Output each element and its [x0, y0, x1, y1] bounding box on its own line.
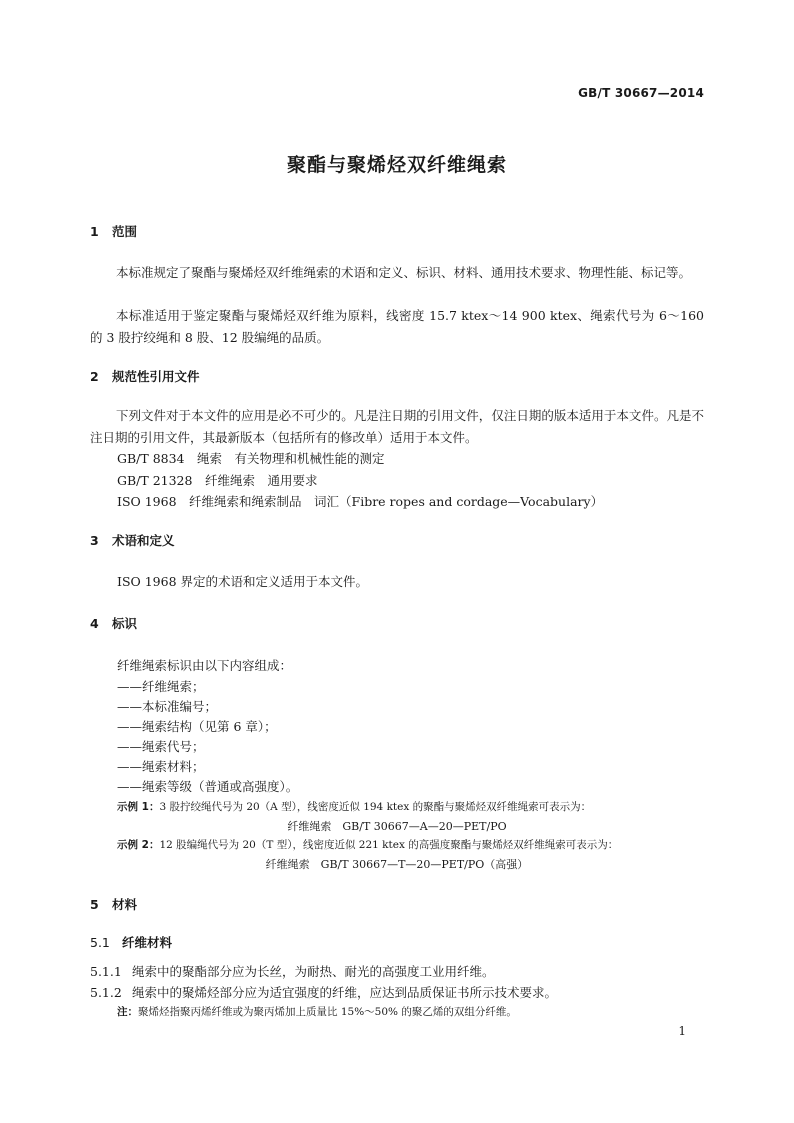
example-label: 示例 2： — [117, 839, 160, 851]
section-number: 5 — [90, 897, 99, 912]
section-number: 2 — [90, 369, 99, 384]
section-title: 标识 — [112, 616, 138, 631]
section-heading-3 — [90, 531, 175, 549]
example-label: 示例 1： — [117, 801, 160, 813]
section-heading-5 — [90, 895, 137, 913]
list-item: ——绳索代号； — [117, 739, 205, 754]
paragraph: ISO 1968 界定的术语和定义适用于本文件。 — [117, 574, 369, 589]
clause-number: 5.1.2 — [90, 985, 122, 1000]
example-2 — [117, 837, 618, 852]
normative-reference: GB/T 8834 绳索 有关物理和机械性能的测定 — [117, 451, 385, 466]
section-number: 4 — [90, 616, 99, 631]
clause-number: 5.1.1 — [90, 964, 122, 979]
paragraph: 下列文件对于本文件的应用是必不可少的。凡是注日期的引用文件，仅注日期的版本适用于本文件。凡是不注日期的引用文件，其最新版本（包括所有的修改单）适用于本文件。 — [90, 408, 704, 445]
example-code: 纤维绳索 GB/T 30667—A—20—PET/PO — [287, 820, 507, 833]
section-heading-2 — [90, 367, 200, 385]
normative-reference: ISO 1968 纤维绳索和绳索制品 词汇（Fibre ropes and cordage—Vocabulary） — [117, 494, 604, 509]
clause-text: 绳索中的聚酯部分应为长丝，为耐热、耐光的高强度工业用纤维。 — [132, 964, 495, 979]
section-number: 1 — [90, 224, 99, 239]
list-item: ——本标准编号； — [117, 699, 218, 714]
paragraph: 本标准适用于鉴定聚酯与聚烯烃双纤维为原料，线密度 15.7 ktex～14 900 ktex、绳索代号为 6～160 的 3 股拧绞绳和 8 股、12 股编绳的品质。 — [90, 308, 704, 345]
list-item: ——绳索材料； — [117, 759, 205, 774]
section-title: 范围 — [112, 224, 138, 239]
paragraph: 纤维绳索标识由以下内容组成： — [117, 658, 293, 673]
clause — [90, 983, 557, 1001]
section-heading-4 — [90, 614, 137, 632]
section-heading-1 — [90, 222, 137, 240]
example-1 — [117, 799, 591, 814]
section-title: 材料 — [112, 897, 138, 912]
list-item: ——纤维绳索； — [117, 679, 205, 694]
note — [117, 1004, 517, 1019]
section-title: 规范性引用文件 — [112, 369, 200, 384]
document-title: 聚酯与聚烯烃双纤维绳索 — [286, 154, 507, 176]
subsection-heading — [90, 933, 172, 951]
page-number: 1 — [678, 1024, 686, 1038]
subsection-title: 纤维材料 — [122, 935, 173, 950]
section-title: 术语和定义 — [112, 533, 175, 548]
clause — [90, 962, 495, 980]
list-item: ——绳索等级（普通或高强度）。 — [117, 779, 299, 794]
example-code: 纤维绳索 GB/T 30667—T—20—PET/PO（高强） — [265, 858, 529, 871]
note-label: 注： — [117, 1006, 138, 1018]
list-item: ——绳索结构（见第 6 章）； — [117, 719, 277, 734]
section-number: 3 — [90, 533, 99, 548]
clause-text: 绳索中的聚烯烃部分应为适宜强度的纤维，应达到品质保证书所示技术要求。 — [132, 985, 558, 1000]
paragraph: 本标准规定了聚酯与聚烯烃双纤维绳索的术语和定义、标识、材料、通用技术要求、物理性能、标记等。 — [116, 265, 692, 280]
standard-number: GB/T 30667—2014 — [578, 86, 704, 100]
example-text: 12 股编绳代号为 20（T 型），线密度近似 221 ktex 的高强度聚酯与聚烯烃双纤维绳索可表示为： — [159, 839, 619, 851]
note-text: 聚烯烃指聚丙烯纤维或为聚丙烯加上质量比 15%～50% 的聚乙烯的双组分纤维。 — [138, 1006, 517, 1018]
subsection-number: 5.1 — [90, 935, 110, 950]
example-text: 3 股拧绞绳代号为 20（A 型），线密度近似 194 ktex 的聚酯与聚烯烃双纤维绳索可表示为： — [159, 801, 592, 813]
normative-reference: GB/T 21328 纤维绳索 通用要求 — [117, 473, 318, 488]
